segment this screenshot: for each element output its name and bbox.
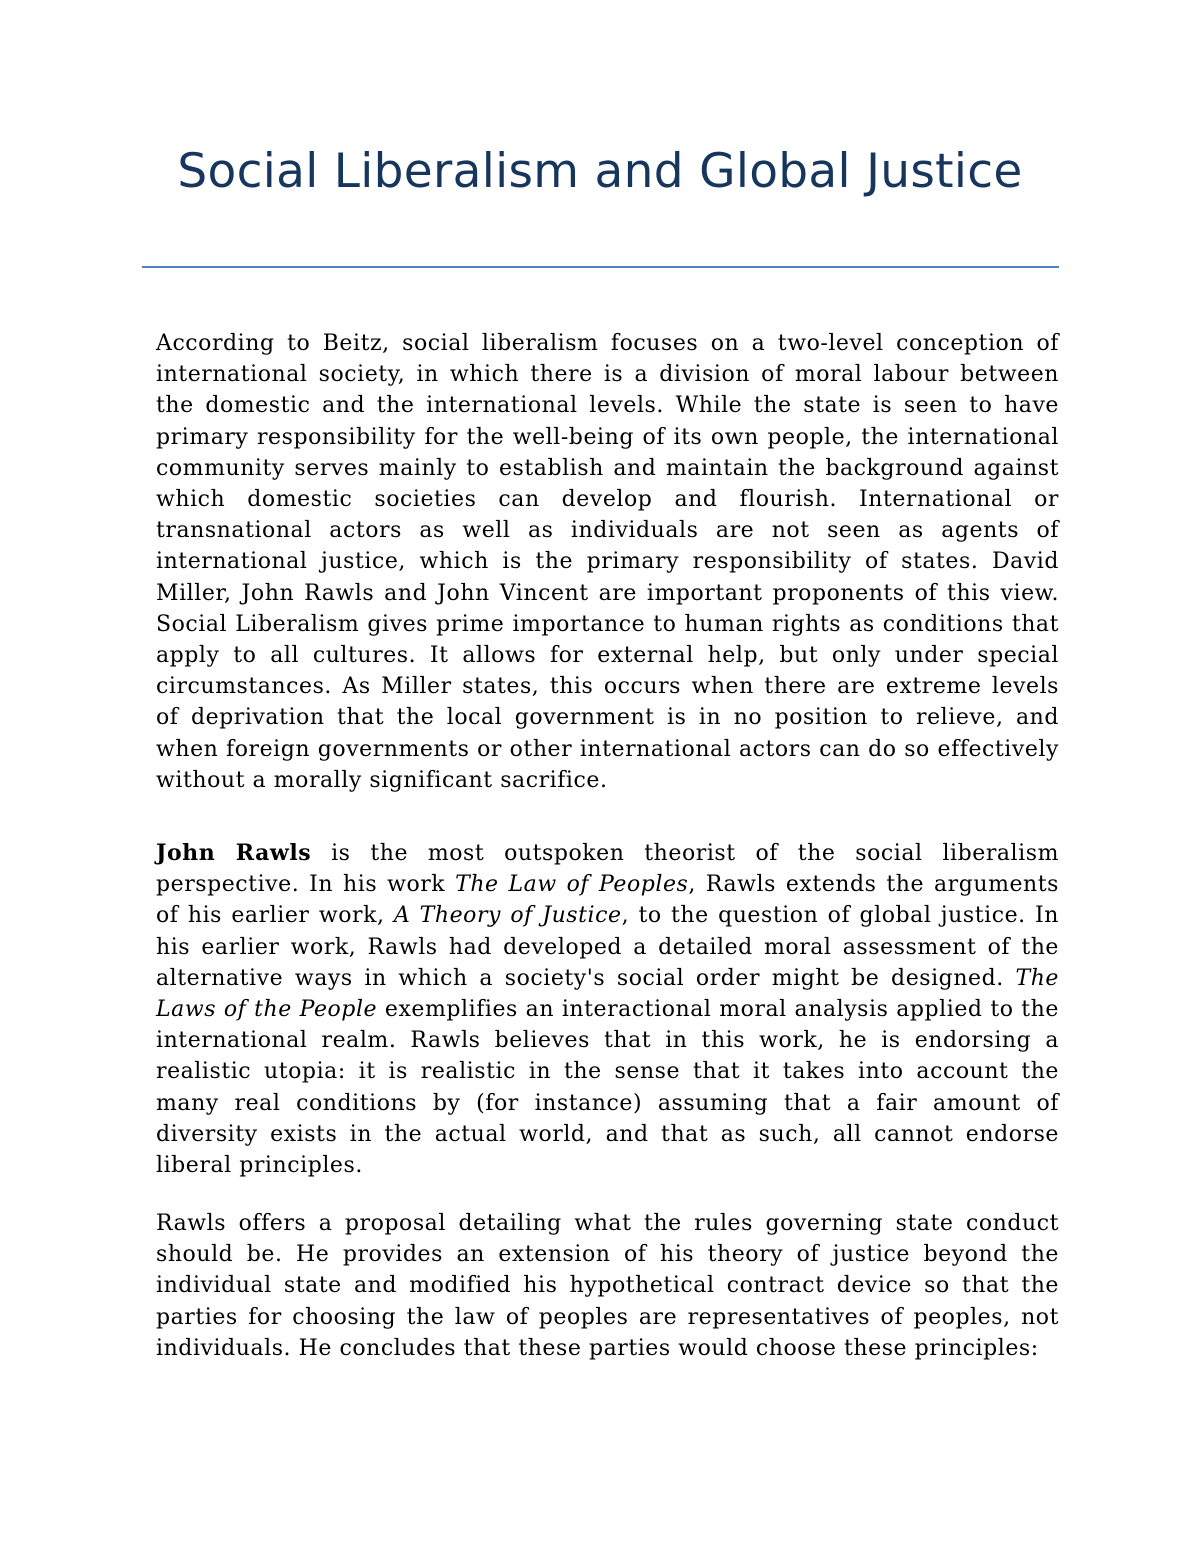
book-title-laws-of-the-people: The Laws of the People (156, 965, 1059, 1023)
document-title: Social Liberalism and Global Justice (177, 144, 1023, 199)
title-underline-rule (142, 266, 1059, 268)
paragraph-beitz: According to Beitz, social liberalism focuses on a two-level conception of international society, in which there is a division of moral labour between the domestic and the international levels. While the state is seen to have primary responsibility for the well-being of its own people, the international community serves mainly to establish and maintain the background against which domestic societies can develop and flourish. International or transnational actors as well as individuals are not seen as agents of international justice, which is the primary responsibility of states. David Miller, John Rawls and John Vincent are important proponents of this view. Social Liberalism gives prime importance to human rights as conditions that apply to all cultures. It allows for external help, but only under special circumstances. As Miller states, this occurs when there are extreme levels of deprivation that the local government is in no position to relieve, and when foreign governments or other international actors can do so effectively without a morally significant sacrifice. (156, 331, 1059, 793)
rawls-name: John Rawls (156, 840, 312, 866)
paragraph-rawls-text-3: , to the question of global justice. In his earlier work, Rawls had developed a detailed moral assessment of the alternative ways in which a society's social order might be designed. (156, 903, 1059, 991)
book-title-law-of-peoples: The Law of Peoples (455, 872, 689, 898)
paragraph-rawls-text-2: , Rawls extends the arguments of his earlier work, (156, 872, 1059, 929)
paragraph-rawls-proposal: Rawls offers a proposal detailing what the rules governing state conduct should be. He provides an extension of his theory of justice beyond the individual state and modified his hypothetical contract device so that the parties for choosing the law of peoples are representatives of peoples, not individuals. He concludes that these parties would choose these principles: (156, 1211, 1059, 1361)
paragraph-rawls (156, 838, 1059, 1181)
book-title-theory-of-justice: A Theory of Justice (393, 903, 622, 929)
paragraph-rawls-text-4: exemplifies an interactional moral analysis applied to the international realm. Rawls believes that in this work, he is endorsing a realistic utopia: it is realistic in the sense that it takes into account the many real conditions by (for instance) assuming that a fair amount of diversity exists in the actual world, and that as such, all cannot endorse liberal principles. (156, 997, 1059, 1179)
paragraph-rawls-text-1: is the most outspoken theorist of the social liberalism perspective. In his work (156, 841, 1059, 898)
